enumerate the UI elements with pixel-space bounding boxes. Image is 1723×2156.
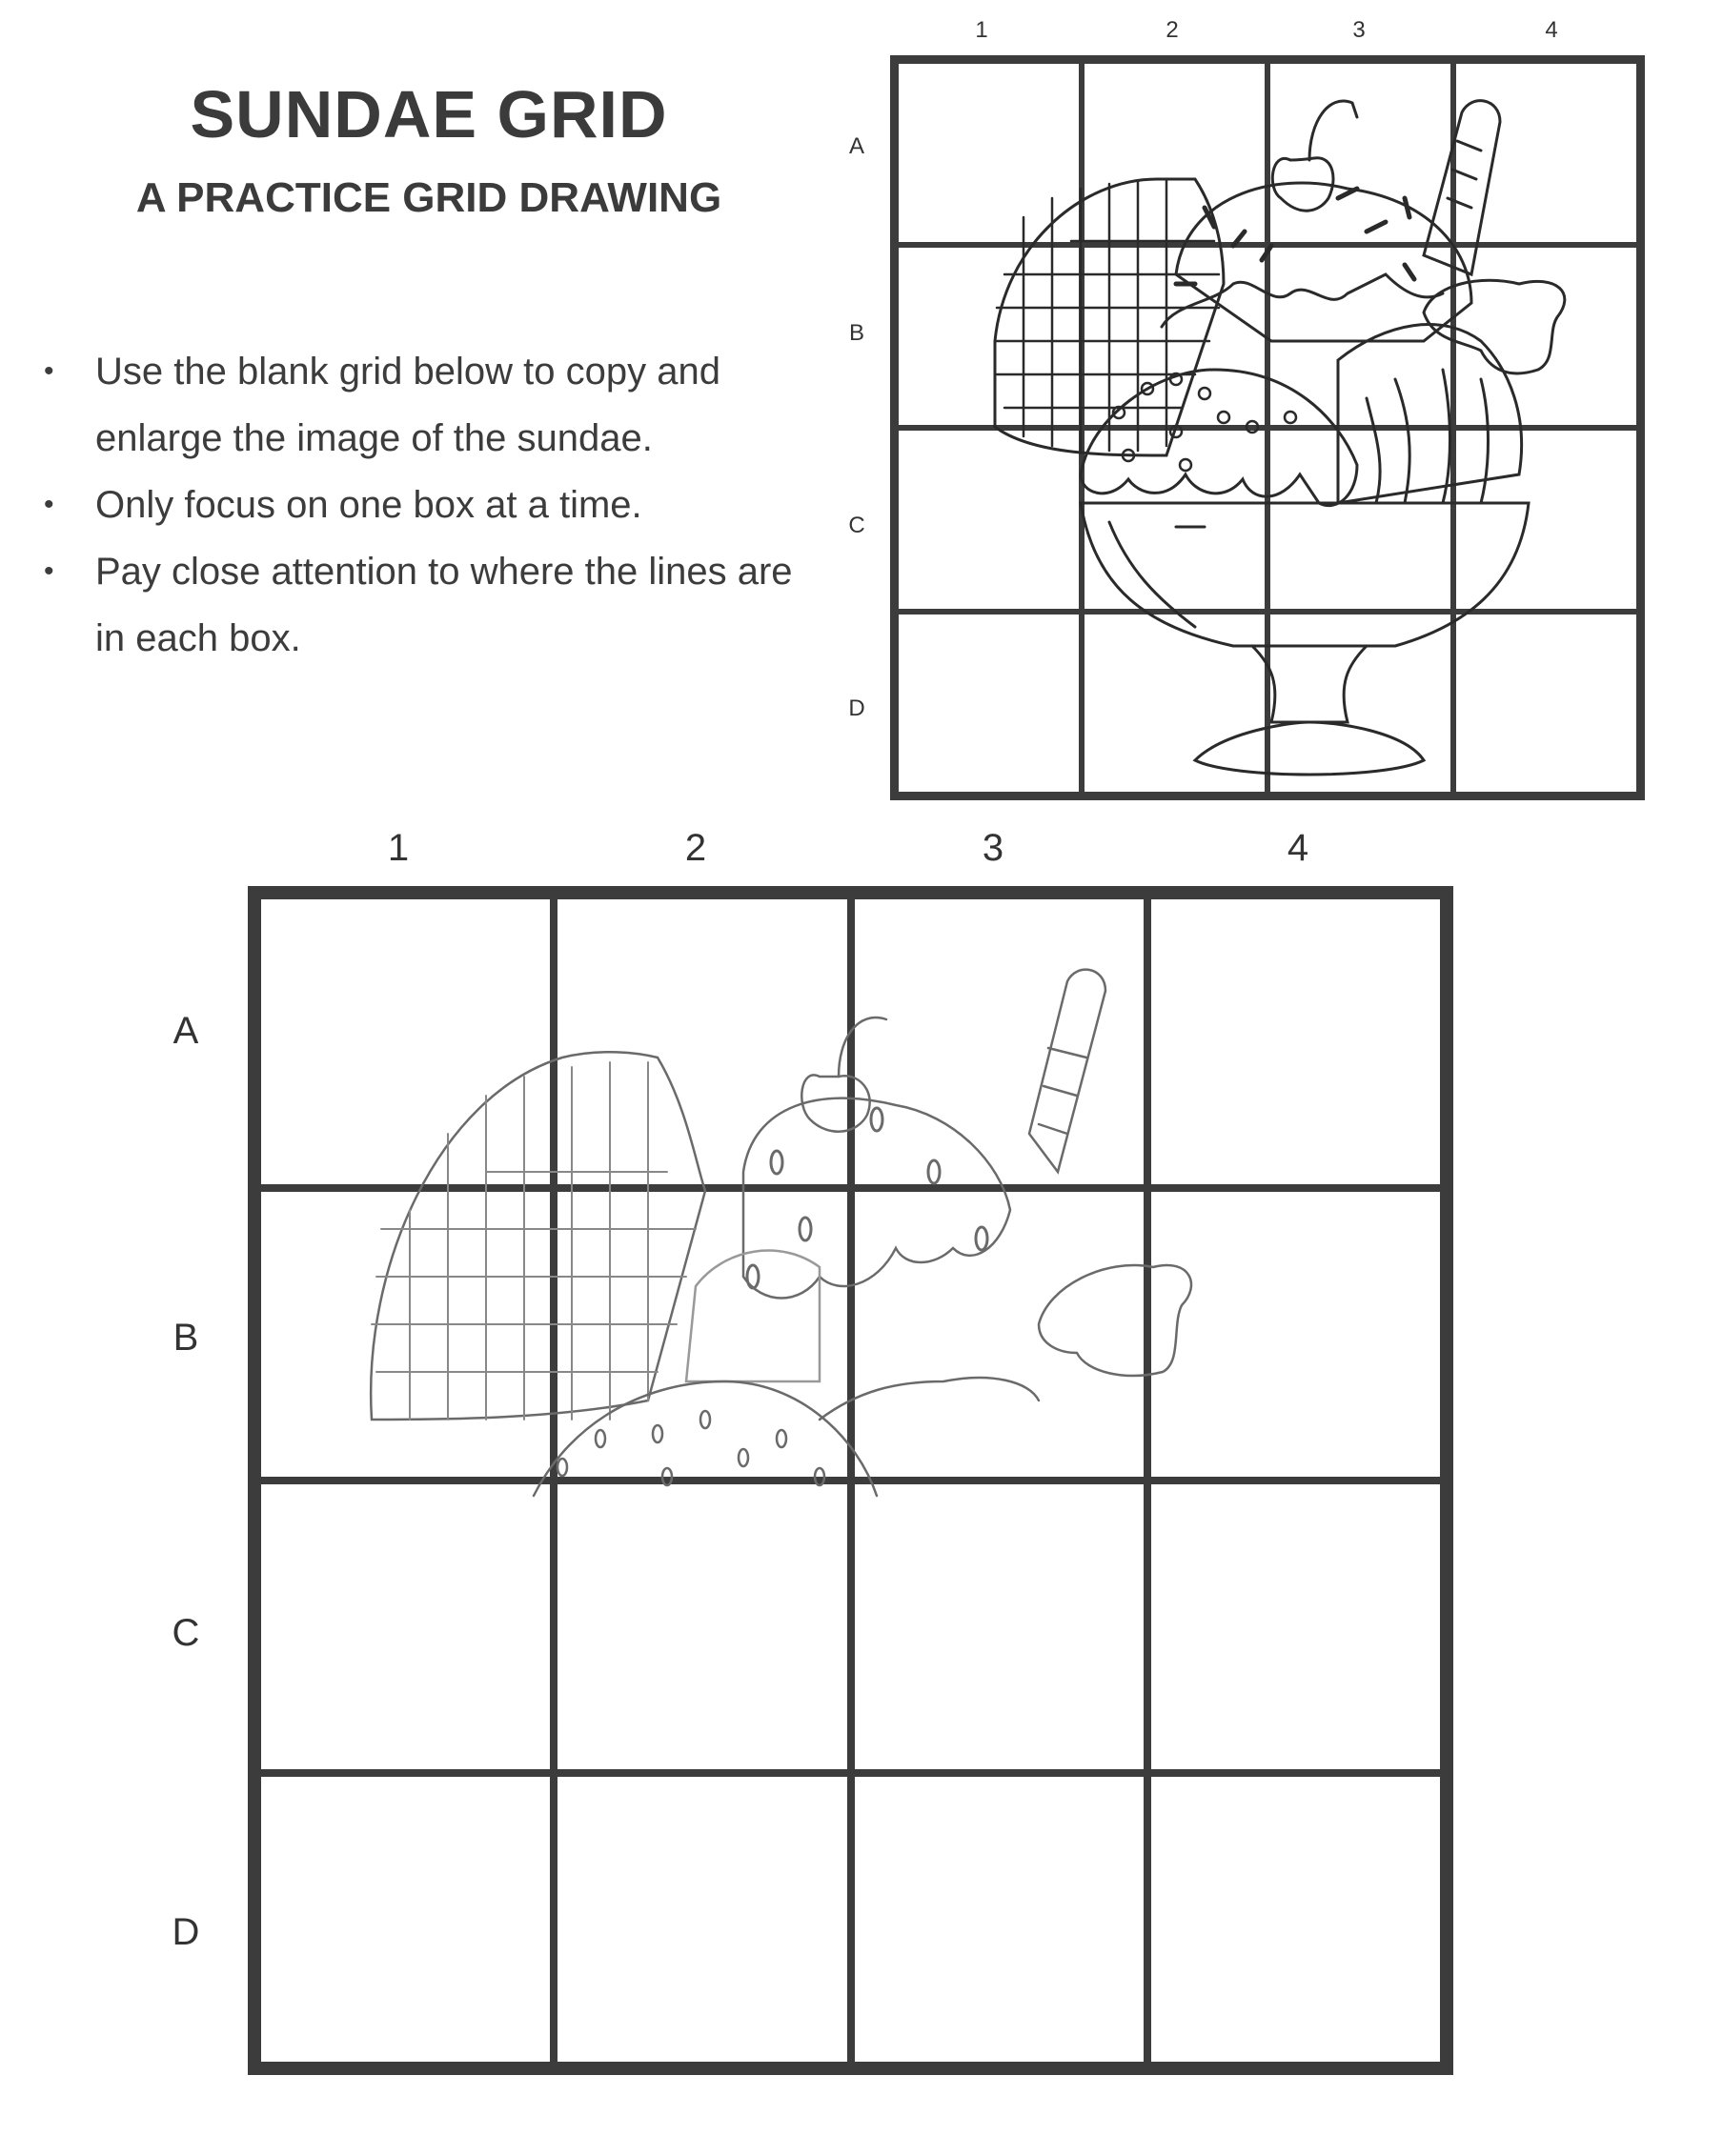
row-label: D [172,1911,200,1953]
grid-cell-c1 [896,428,1082,612]
instruction-text: Only focus on one box at a time. [95,484,642,526]
grid-cell-c2 [1082,428,1267,612]
bullet-icon: • [44,489,54,520]
grid-cell-c3[interactable] [851,1481,1147,1773]
column-label: 1 [975,17,988,43]
grid-cell-c3 [1267,428,1453,612]
practice-grid-cells [248,886,1453,2075]
bullet-icon: • [44,355,54,387]
grid-cell-d4[interactable] [1147,1773,1444,2065]
column-label: 2 [684,827,707,869]
column-label: 3 [982,827,1004,869]
instruction-item [38,538,820,672]
instruction-text: Pay close attention to where the lines are in each box. [95,551,793,659]
row-label: B [172,1317,199,1359]
instruction-text: Use the blank grid below to copy and enlarge the image of the sundae. [95,351,720,459]
grid-cell-b3 [1267,245,1453,429]
grid-cell-c4[interactable] [1147,1481,1444,1773]
grid-cell-d4 [1453,612,1639,796]
grid-cell-b2[interactable] [554,1188,850,1481]
row-label: C [172,1612,200,1654]
row-label: C [848,513,865,538]
grid-cell-a1[interactable] [257,896,554,1188]
instruction-item [38,338,820,472]
bullet-icon: • [44,555,54,587]
grid-cell-a2 [1082,61,1267,245]
grid-cell-d1 [896,612,1082,796]
column-label: 3 [1352,17,1366,43]
row-label: A [172,1010,199,1052]
grid-cell-a4[interactable] [1147,896,1444,1188]
page-subtitle: A PRACTICE GRID DRAWING [135,174,722,221]
column-label: 1 [387,827,410,869]
row-label: D [848,695,865,721]
column-label: 4 [1545,17,1558,43]
grid-cell-a1 [896,61,1082,245]
grid-cell-d3 [1267,612,1453,796]
grid-cell-d3[interactable] [851,1773,1147,2065]
row-label: A [848,133,864,159]
column-label: 4 [1287,827,1309,869]
grid-cell-b2 [1082,245,1267,429]
grid-cell-c1[interactable] [257,1481,554,1773]
grid-cell-b3[interactable] [851,1188,1147,1481]
grid-cell-d2[interactable] [554,1773,850,2065]
reference-grid-cells [890,55,1645,800]
grid-cell-c4 [1453,428,1639,612]
grid-cell-b1 [896,245,1082,429]
row-label: B [848,320,864,346]
instruction-item [38,472,820,538]
practice-grid [172,827,1453,2075]
grid-cell-a3[interactable] [851,896,1147,1188]
grid-cell-d1[interactable] [257,1773,554,2065]
page-title: SUNDAE GRID [190,77,668,151]
grid-cell-b4[interactable] [1147,1188,1444,1481]
grid-cell-b4 [1453,245,1639,429]
reference-grid [848,17,1645,800]
grid-cell-a3 [1267,61,1453,245]
grid-cell-c2[interactable] [554,1481,850,1773]
instructions-list [38,338,820,672]
column-label: 2 [1166,17,1179,43]
grid-cell-a2[interactable] [554,896,850,1188]
grid-cell-d2 [1082,612,1267,796]
grid-cell-b1[interactable] [257,1188,554,1481]
grid-cell-a4 [1453,61,1639,245]
